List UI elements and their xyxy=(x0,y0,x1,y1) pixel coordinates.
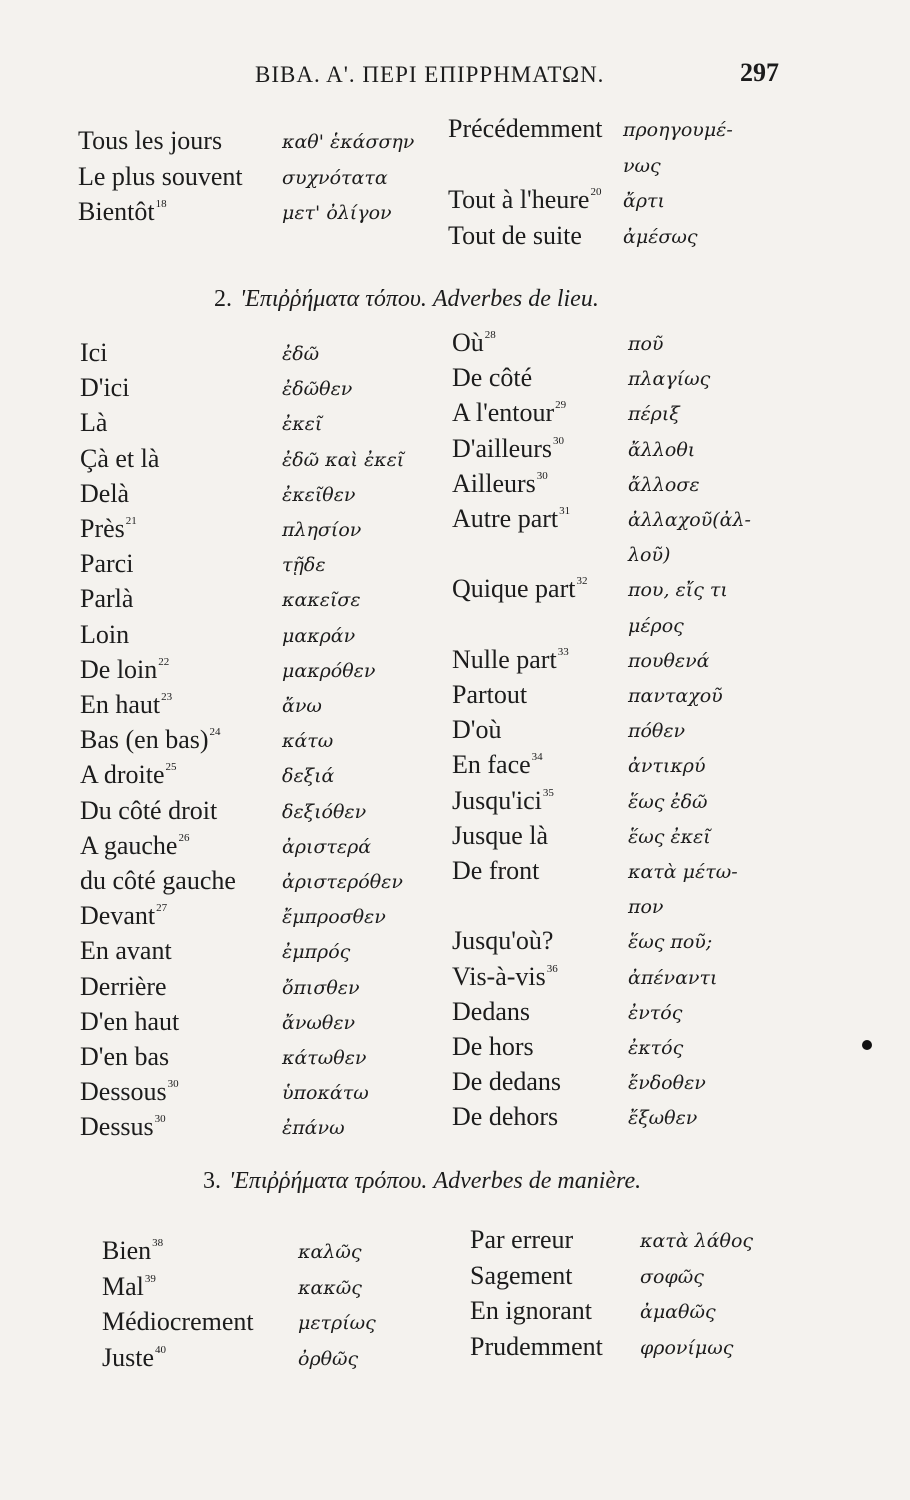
french-entry xyxy=(80,477,129,511)
french-entry xyxy=(452,924,553,958)
footnote-marker: 33 xyxy=(557,646,569,658)
french-entry xyxy=(452,960,558,994)
greek-entry xyxy=(628,960,717,994)
greek-term: μέρος xyxy=(628,615,684,637)
french-entry xyxy=(80,758,177,792)
section-2-number: 2. xyxy=(214,286,232,312)
french-entry xyxy=(448,219,582,253)
greek-entry xyxy=(623,183,665,217)
french-entry xyxy=(78,124,222,158)
greek-term: ἐκεῖ xyxy=(282,413,323,435)
greek-entry xyxy=(640,1294,716,1328)
greek-entry xyxy=(298,1305,376,1339)
french-term: A gauche xyxy=(80,831,178,860)
greek-term: τῇδε xyxy=(282,554,326,576)
french-term: Ailleurs xyxy=(452,469,536,498)
greek-term: ὄπισθεν xyxy=(282,977,360,999)
french-term: Ici xyxy=(80,338,108,367)
running-head: BIBA. A'. ΠΕΡΙ ΕΠΙΡΡΗΜΑΤΩΝ. xyxy=(255,62,605,87)
greek-entry xyxy=(282,758,334,792)
french-entry xyxy=(80,371,129,405)
footnote-marker: 34 xyxy=(531,751,543,763)
greek-entry xyxy=(628,784,708,818)
greek-entry xyxy=(282,1110,345,1144)
french-term: En ignorant xyxy=(470,1296,593,1325)
french-entry xyxy=(452,784,554,818)
french-entry xyxy=(448,112,603,146)
french-entry xyxy=(448,183,601,217)
greek-term: ἀλλαχοῦ(ἀλ- xyxy=(628,509,751,531)
french-term: Nulle part xyxy=(452,645,557,674)
footnote-marker: 38 xyxy=(152,1237,164,1249)
greek-entry xyxy=(282,124,414,158)
greek-entry xyxy=(282,195,392,229)
french-entry xyxy=(470,1330,603,1364)
french-entry xyxy=(80,442,159,476)
french-term: Devant xyxy=(80,901,156,930)
french-entry xyxy=(452,502,570,536)
french-term: D'ailleurs xyxy=(452,434,552,463)
footnote-marker: 35 xyxy=(542,787,554,799)
french-term: Quique part xyxy=(452,574,576,603)
greek-term: ἀριστερά xyxy=(282,836,372,858)
french-term: De front xyxy=(452,856,540,885)
french-term: Çà et là xyxy=(80,444,160,473)
french-entry xyxy=(452,572,587,606)
section-3-number: 3. xyxy=(203,1168,221,1194)
greek-entry xyxy=(628,889,663,923)
greek-entry xyxy=(628,326,663,360)
french-term: Dessous xyxy=(80,1077,167,1106)
french-term: En avant xyxy=(80,936,172,965)
greek-entry xyxy=(282,442,404,476)
french-term: Bien xyxy=(102,1236,152,1265)
french-entry xyxy=(80,618,129,652)
greek-entry xyxy=(282,899,386,933)
greek-term: ἐκεῖθεν xyxy=(282,484,356,506)
footnote-marker: 31 xyxy=(559,505,571,517)
french-term: Bas (en bas) xyxy=(80,725,209,754)
greek-term: ἔξωθεν xyxy=(628,1107,698,1129)
greek-term: προηγουμέ- xyxy=(623,119,733,141)
french-term: Par erreur xyxy=(470,1225,574,1254)
greek-term: φρονίμως xyxy=(640,1337,734,1359)
greek-term: πέριξ xyxy=(628,403,680,425)
greek-term: ἐκτός xyxy=(628,1037,684,1059)
french-term: En haut xyxy=(80,690,161,719)
footnote-marker: 36 xyxy=(546,963,558,975)
french-term: Médiocrement xyxy=(102,1307,254,1336)
greek-entry xyxy=(282,970,360,1004)
greek-entry xyxy=(640,1223,753,1257)
greek-term: καλῶς xyxy=(298,1241,362,1263)
footnote-marker: 40 xyxy=(155,1344,166,1356)
french-term: D'où xyxy=(452,715,502,744)
greek-entry xyxy=(628,713,685,747)
greek-term: ἀμαθῶς xyxy=(640,1301,716,1323)
greek-entry xyxy=(282,160,388,194)
french-term: De loin xyxy=(80,655,158,684)
section-3-heading xyxy=(203,1168,641,1195)
greek-term: καθ' ἑκάσσην xyxy=(282,131,415,153)
footnote-marker: 28 xyxy=(484,329,496,341)
french-term: Derrière xyxy=(80,972,167,1001)
french-term: De hors xyxy=(452,1032,534,1061)
french-entry xyxy=(452,1065,561,1099)
greek-term: ἔνδοθεν xyxy=(628,1072,706,1094)
greek-entry xyxy=(628,1065,706,1099)
greek-term: ἔμπροσθεν xyxy=(282,906,386,928)
french-entry xyxy=(80,406,107,440)
greek-term: ἕως ἐδῶ xyxy=(628,791,708,813)
greek-entry xyxy=(628,748,706,782)
greek-term: ἀπέναντι xyxy=(628,967,718,989)
french-entry xyxy=(80,934,172,968)
french-term: En face xyxy=(452,750,531,779)
greek-entry xyxy=(628,502,751,536)
greek-term: κατὰ λάθος xyxy=(640,1230,754,1252)
greek-entry xyxy=(282,1040,366,1074)
french-term: Mal xyxy=(102,1272,144,1301)
french-entry xyxy=(452,361,532,395)
greek-term: λοῦ) xyxy=(628,544,671,566)
greek-term: ἀμέσως xyxy=(623,226,698,248)
footnote-marker: 27 xyxy=(156,902,168,914)
french-term: Vis-à-vis xyxy=(452,962,546,991)
greek-term: που, εἴς τι xyxy=(628,579,728,601)
greek-term: πλαγίως xyxy=(628,368,711,390)
greek-entry xyxy=(628,396,680,430)
greek-entry xyxy=(623,148,661,182)
french-entry xyxy=(452,432,564,466)
french-entry xyxy=(80,512,137,546)
french-term: Tout à l'heure xyxy=(448,185,590,214)
greek-entry xyxy=(282,688,322,722)
greek-term: ἐμπρός xyxy=(282,941,351,963)
greek-entry xyxy=(628,995,682,1029)
french-term: Là xyxy=(80,408,108,437)
french-term: Jusqu'où? xyxy=(452,926,554,955)
greek-term: ποῦ xyxy=(628,333,664,355)
page-number: 297 xyxy=(740,58,779,87)
french-entry xyxy=(80,688,172,722)
french-entry xyxy=(80,723,221,757)
greek-term: ὑποκάτω xyxy=(282,1082,369,1104)
greek-term: κακεῖσε xyxy=(282,589,361,611)
footnote-marker: 39 xyxy=(144,1273,156,1285)
french-entry xyxy=(78,195,167,229)
french-term: Près xyxy=(80,514,125,543)
greek-term: κατὰ μέτω- xyxy=(628,861,738,883)
greek-term: μακράν xyxy=(282,625,356,647)
footnote-marker: 22 xyxy=(158,656,170,668)
french-term: Dedans xyxy=(452,997,530,1026)
greek-entry xyxy=(282,618,355,652)
greek-entry xyxy=(298,1270,362,1304)
greek-entry xyxy=(282,864,403,898)
greek-entry xyxy=(640,1330,733,1364)
french-entry xyxy=(452,854,539,888)
french-term: A l'entour xyxy=(452,398,555,427)
french-term: Tous les jours xyxy=(78,126,223,155)
greek-entry xyxy=(282,336,319,370)
section-3-title: 'Επιῤῥήματα τρόπου. Adverbes de manière. xyxy=(229,1168,642,1194)
greek-entry xyxy=(623,219,697,253)
section-2-heading xyxy=(214,286,599,313)
french-term: D'ici xyxy=(80,373,130,402)
french-entry xyxy=(470,1259,573,1293)
greek-entry xyxy=(623,112,733,146)
french-entry xyxy=(80,864,236,898)
footnote-marker: 24 xyxy=(209,726,221,738)
greek-entry xyxy=(628,854,738,888)
french-entry xyxy=(452,748,543,782)
greek-entry xyxy=(628,608,684,642)
greek-term: σοφῶς xyxy=(640,1266,704,1288)
greek-term: πον xyxy=(628,896,664,918)
greek-entry xyxy=(298,1341,358,1375)
french-entry xyxy=(452,1100,558,1134)
french-entry xyxy=(452,643,569,677)
french-entry xyxy=(452,819,548,853)
french-term: Autre part xyxy=(452,504,559,533)
greek-term: ἄνωθεν xyxy=(282,1012,356,1034)
greek-entry xyxy=(282,547,326,581)
greek-entry xyxy=(628,924,712,958)
greek-entry xyxy=(282,829,371,863)
greek-term: πανταχοῦ xyxy=(628,685,723,707)
footnote-marker: 23 xyxy=(161,691,173,703)
greek-entry xyxy=(628,432,695,466)
greek-entry xyxy=(628,643,710,677)
greek-entry xyxy=(640,1259,704,1293)
french-term: Jusqu'ici xyxy=(452,786,542,815)
greek-term: ἐντός xyxy=(628,1002,683,1024)
french-entry xyxy=(80,970,167,1004)
greek-term: πόθεν xyxy=(628,720,686,742)
french-term: Bientôt xyxy=(78,197,155,226)
footnote-marker: 32 xyxy=(576,575,588,587)
page-header xyxy=(0,58,910,98)
french-term: Loin xyxy=(80,620,130,649)
greek-term: ἄλλοσε xyxy=(628,474,700,496)
french-entry xyxy=(452,713,501,747)
greek-entry xyxy=(628,1100,697,1134)
french-entry xyxy=(102,1341,166,1375)
french-entry xyxy=(102,1305,254,1339)
french-entry xyxy=(80,794,217,828)
french-entry xyxy=(102,1270,156,1304)
french-entry xyxy=(80,582,133,616)
french-entry xyxy=(452,995,530,1029)
greek-term: ἕως ἐκεῖ xyxy=(628,826,711,848)
french-term: Dessus xyxy=(80,1112,154,1141)
greek-entry xyxy=(628,537,670,571)
section-2-title: 'Επιῤῥήματα τόπου. Adverbes de lieu. xyxy=(240,286,599,312)
greek-entry xyxy=(628,467,700,501)
greek-entry xyxy=(282,934,350,968)
greek-term: ἕως ποῦ; xyxy=(628,931,713,953)
greek-term: δεξιά xyxy=(282,765,335,787)
greek-term: ἀριστερόθεν xyxy=(282,871,403,893)
greek-term: νως xyxy=(623,155,661,177)
greek-term: ἐδῶ καὶ ἐκεῖ xyxy=(282,449,405,471)
margin-mark xyxy=(862,1040,872,1050)
greek-term: μετ' ὀλίγον xyxy=(282,202,392,224)
french-entry xyxy=(80,1005,179,1039)
french-term: Parlà xyxy=(80,584,134,613)
footnote-marker: 30 xyxy=(154,1113,166,1125)
greek-term: μακρόθεν xyxy=(282,660,376,682)
french-entry xyxy=(452,1030,534,1064)
greek-entry xyxy=(282,406,322,440)
greek-term: δεξιόθεν xyxy=(282,801,367,823)
greek-entry xyxy=(282,723,333,757)
greek-entry xyxy=(628,572,728,606)
greek-entry xyxy=(282,1075,369,1109)
greek-term: κακῶς xyxy=(298,1277,362,1299)
french-term: De côté xyxy=(452,363,533,392)
french-term: D'en bas xyxy=(80,1042,170,1071)
french-term: Partout xyxy=(452,680,528,709)
french-term: D'en haut xyxy=(80,1007,180,1036)
greek-term: πλησίον xyxy=(282,519,362,541)
greek-term: κάτωθεν xyxy=(282,1047,367,1069)
french-term: Précédemment xyxy=(448,114,603,143)
greek-entry xyxy=(282,371,352,405)
footnote-marker: 30 xyxy=(167,1078,179,1090)
french-entry xyxy=(452,396,566,430)
french-entry xyxy=(80,547,133,581)
greek-entry xyxy=(298,1234,361,1268)
french-term: A droite xyxy=(80,760,165,789)
footnote-marker: 18 xyxy=(155,198,167,210)
footnote-marker: 26 xyxy=(178,832,190,844)
french-entry xyxy=(78,160,243,194)
french-entry xyxy=(80,1110,166,1144)
greek-term: μετρίως xyxy=(298,1312,376,1334)
footnote-marker: 30 xyxy=(536,470,548,482)
greek-entry xyxy=(628,1030,683,1064)
greek-entry xyxy=(282,653,375,687)
footnote-marker: 20 xyxy=(590,186,602,198)
french-term: De dehors xyxy=(452,1102,559,1131)
greek-term: ἄρτι xyxy=(623,190,665,212)
french-term: du côté gauche xyxy=(80,866,236,895)
french-term: Du côté droit xyxy=(80,796,218,825)
french-term: Le plus souvent xyxy=(78,162,243,191)
greek-term: ἐδῶθεν xyxy=(282,378,353,400)
french-entry xyxy=(80,899,167,933)
french-term: Juste xyxy=(102,1343,154,1372)
greek-entry xyxy=(628,678,723,712)
french-entry xyxy=(452,326,496,360)
french-term: Tout de suite xyxy=(448,221,582,250)
greek-term: ὀρθῶς xyxy=(298,1348,359,1370)
french-term: Jusque là xyxy=(452,821,549,850)
greek-entry xyxy=(282,794,366,828)
french-term: Delà xyxy=(80,479,130,508)
footnote-marker: 25 xyxy=(165,761,177,773)
french-entry xyxy=(80,1075,179,1109)
footnote-marker: 30 xyxy=(553,435,564,447)
french-term: Sagement xyxy=(470,1261,573,1290)
french-entry xyxy=(80,336,107,370)
french-entry xyxy=(80,653,169,687)
greek-entry xyxy=(282,582,361,616)
french-entry xyxy=(470,1294,592,1328)
french-entry xyxy=(452,678,527,712)
footnote-marker: 21 xyxy=(125,515,137,527)
greek-entry xyxy=(282,1005,355,1039)
french-entry xyxy=(452,467,548,501)
french-term: Où xyxy=(452,328,484,357)
french-entry xyxy=(80,829,189,863)
greek-term: ἀντικρύ xyxy=(628,755,706,777)
greek-entry xyxy=(628,819,711,853)
french-term: Parci xyxy=(80,549,134,578)
greek-term: πουθενά xyxy=(628,650,710,672)
greek-entry xyxy=(282,512,361,546)
french-entry xyxy=(102,1234,163,1268)
french-term: Prudemment xyxy=(470,1332,603,1361)
greek-term: κάτω xyxy=(282,730,334,752)
greek-entry xyxy=(628,361,710,395)
french-entry xyxy=(470,1223,573,1257)
french-entry xyxy=(80,1040,169,1074)
greek-term: ἐδῶ xyxy=(282,343,320,365)
french-term: De dedans xyxy=(452,1067,562,1096)
greek-term: ἐπάνω xyxy=(282,1117,345,1139)
greek-term: ἄλλοθι xyxy=(628,439,696,461)
greek-term: συχνότατα xyxy=(282,167,388,189)
greek-term: ἄνω xyxy=(282,695,322,717)
greek-entry xyxy=(282,477,356,511)
footnote-marker: 29 xyxy=(555,399,567,411)
